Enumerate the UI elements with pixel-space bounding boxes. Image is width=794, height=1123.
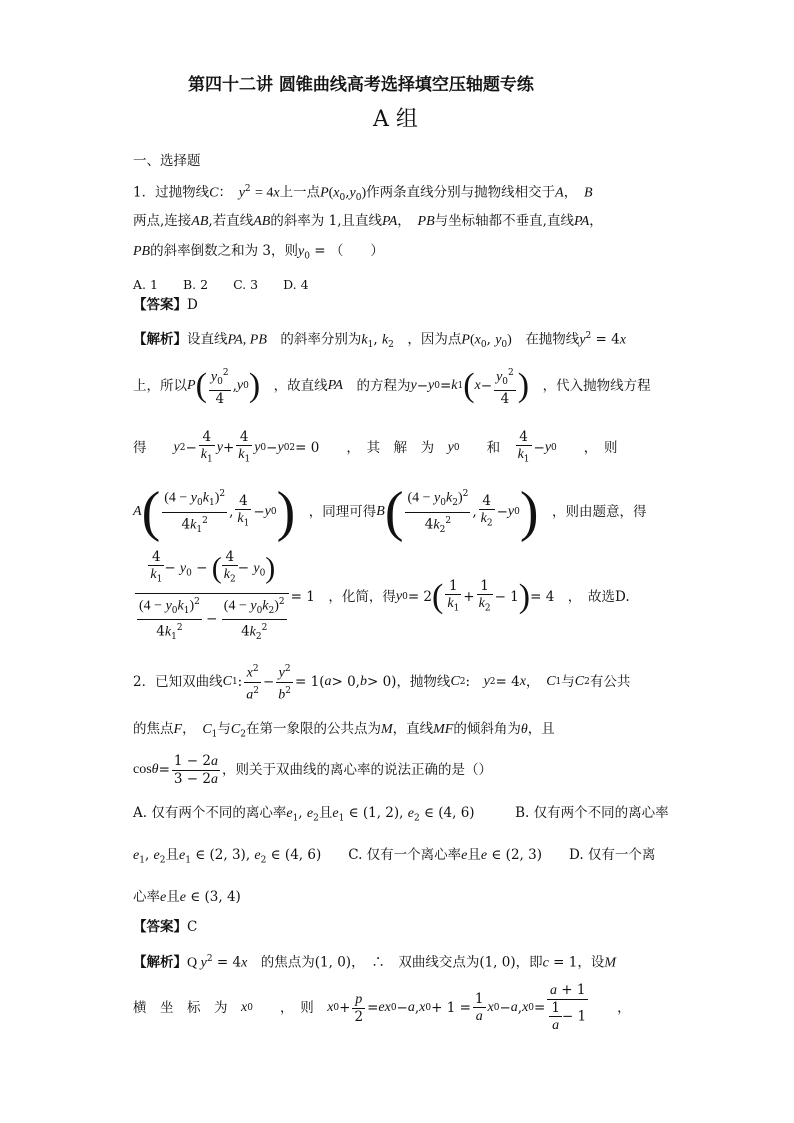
q1-options xyxy=(133,276,309,294)
q1-analysis-line2: 上，所以 P ( $\frac{y_0^2}{4}$ , y 0 ) ，故直线 PA 的方程为 y − y 0 = k 1 ( x − $\frac{y_0^2}{4}$ ) ，代入抛物线方程 xyxy=(133,367,651,408)
q2-analysis-line1: 【解析】Q $y^2 = 4x$ 的焦点为(1, 0)， ∴ 双曲线交点为(1, 0)，即c = 1，设M xyxy=(133,954,616,971)
q1-option-b: B. 2 xyxy=(182,277,209,292)
q1-line2: 两点,连接AB,若直线AB的斜率为 1,且直线PA， PB与坐标轴都不垂直,直线PA， xyxy=(133,213,603,229)
group-label: A 组 xyxy=(373,107,418,132)
q1-option-a: A. 1 xyxy=(133,277,158,292)
q1-analysis-line3: 得 y 2 − $\frac{4}{k_1}$ y + $\frac{4}{k_1}$ y 0 − y 0 2 = 0 ， 其 解 为 y 0 和 $\frac{4}{k_1}$ − y 0 ， 则 xyxy=(133,428,661,468)
section-heading: 一、选择题 xyxy=(133,153,201,169)
page-title: 第四十二讲 圆锥曲线高考选择填空压轴题专练 xyxy=(188,75,534,95)
q2-answer: 【答案】C xyxy=(133,919,198,935)
q1-analysis-line4: A ( $\frac{(4 - y_0k_1)^2}{4k_1^2}$ , $\frac{4}{k_1}$ − y 0 ) ，同理可得 B ( $\frac{(4 - y_0k_2)^2}{4k_2^2}$ , $\frac{4}{k_2}$ − y 0 ) ，则由题意，得 xyxy=(133,481,647,543)
q2-options-line3: 心率e且e ∈ (3, 4) xyxy=(133,889,241,905)
q1-answer: 【答案】D xyxy=(133,297,198,313)
q2-line3: cos θ = $\frac{1 - 2a}{3 - 2a}$ ，则关于双曲线的离心率的说法正确的是（） xyxy=(133,752,492,787)
q2-line2: 的焦点F， $C_1$与$C_2$在第一象限的公共点为M，直线MF的倾斜角为θ，且 xyxy=(133,721,555,740)
q2-option-c: C. 仅有一个离心率e且e ∈ (2, 3) xyxy=(348,847,542,863)
q1-analysis-line1: 【解析】设直线PA, PB 的斜率分别为$k_1$, $k_2$ ，因为点$P(x_0$, $y_0$) 在抛物线$y^2 = 4x$ xyxy=(133,331,626,351)
q2-options-line2: $e_1$, $e_2$且$e_1$ ∈ (2, 3), $e_2$ ∈ (4, 6) C. 仅有一个离心率e且e ∈ (2, 3) D. 仅有一个离 xyxy=(133,847,656,866)
q2-option-b: B. 仅有两个不同的离心率 xyxy=(515,805,669,821)
q2-analysis-line2: 横 坐 标 为 x 0 ， 则 x 0 + $\frac{p}{2}$ = e x 0 − a , x 0 + 1 = $\frac{1}{a}$ x 0 − a , x 0 = a + 1 $\frac{1}{a}$ − 1 ， xyxy=(133,982,631,1033)
q2-options-line1 xyxy=(133,804,669,828)
q2-line1: 2． 已知双曲线 C 1 : $\frac{x^2}{a^2}$ − $\frac{y^2}{b^2}$ = 1( a > 0, b > 0) ，抛物线 C 2 : y 2 = 4 x ， C 1 与 C 2 有公共 xyxy=(133,664,631,702)
q1-option-d: D. 4 xyxy=(283,277,309,292)
q1-option-c: C. 3 xyxy=(233,277,259,292)
q1-line1: 1．过抛物线C： $y^2 = 4x$上一点$P(x_0,y_0)$作两条直线分别与抛物线相交于A， B xyxy=(133,184,593,204)
q2-option-a: A. 仅有两个不同的离心率$e_1$, $e_2$且$e_1$ ∈ (1, 2), $e_2$ ∈ (4, 6) xyxy=(133,805,475,824)
q2-option-d: D. 仅有一个离 xyxy=(568,847,656,863)
q1-line3: PB的斜率倒数之和为 3，则$y_0$ = （ ） xyxy=(133,243,384,262)
q1-analysis-line5: $\frac{4}{k_1}$ − $y_0$ − ( $\frac{4}{k_2}$ − $y_0$) $\frac{(4 - y_0k_1)^2}{4k_1^2}$ − $\frac{(4 - y_0k_2)^2}{4k_2^2}$ = 1 ，化简，得 y 0 = 2 ( $\frac{1}{k_1}$ + $\frac{1}{k_2}$ − 1 ) = 4 ， 故选D. xyxy=(133,552,630,642)
